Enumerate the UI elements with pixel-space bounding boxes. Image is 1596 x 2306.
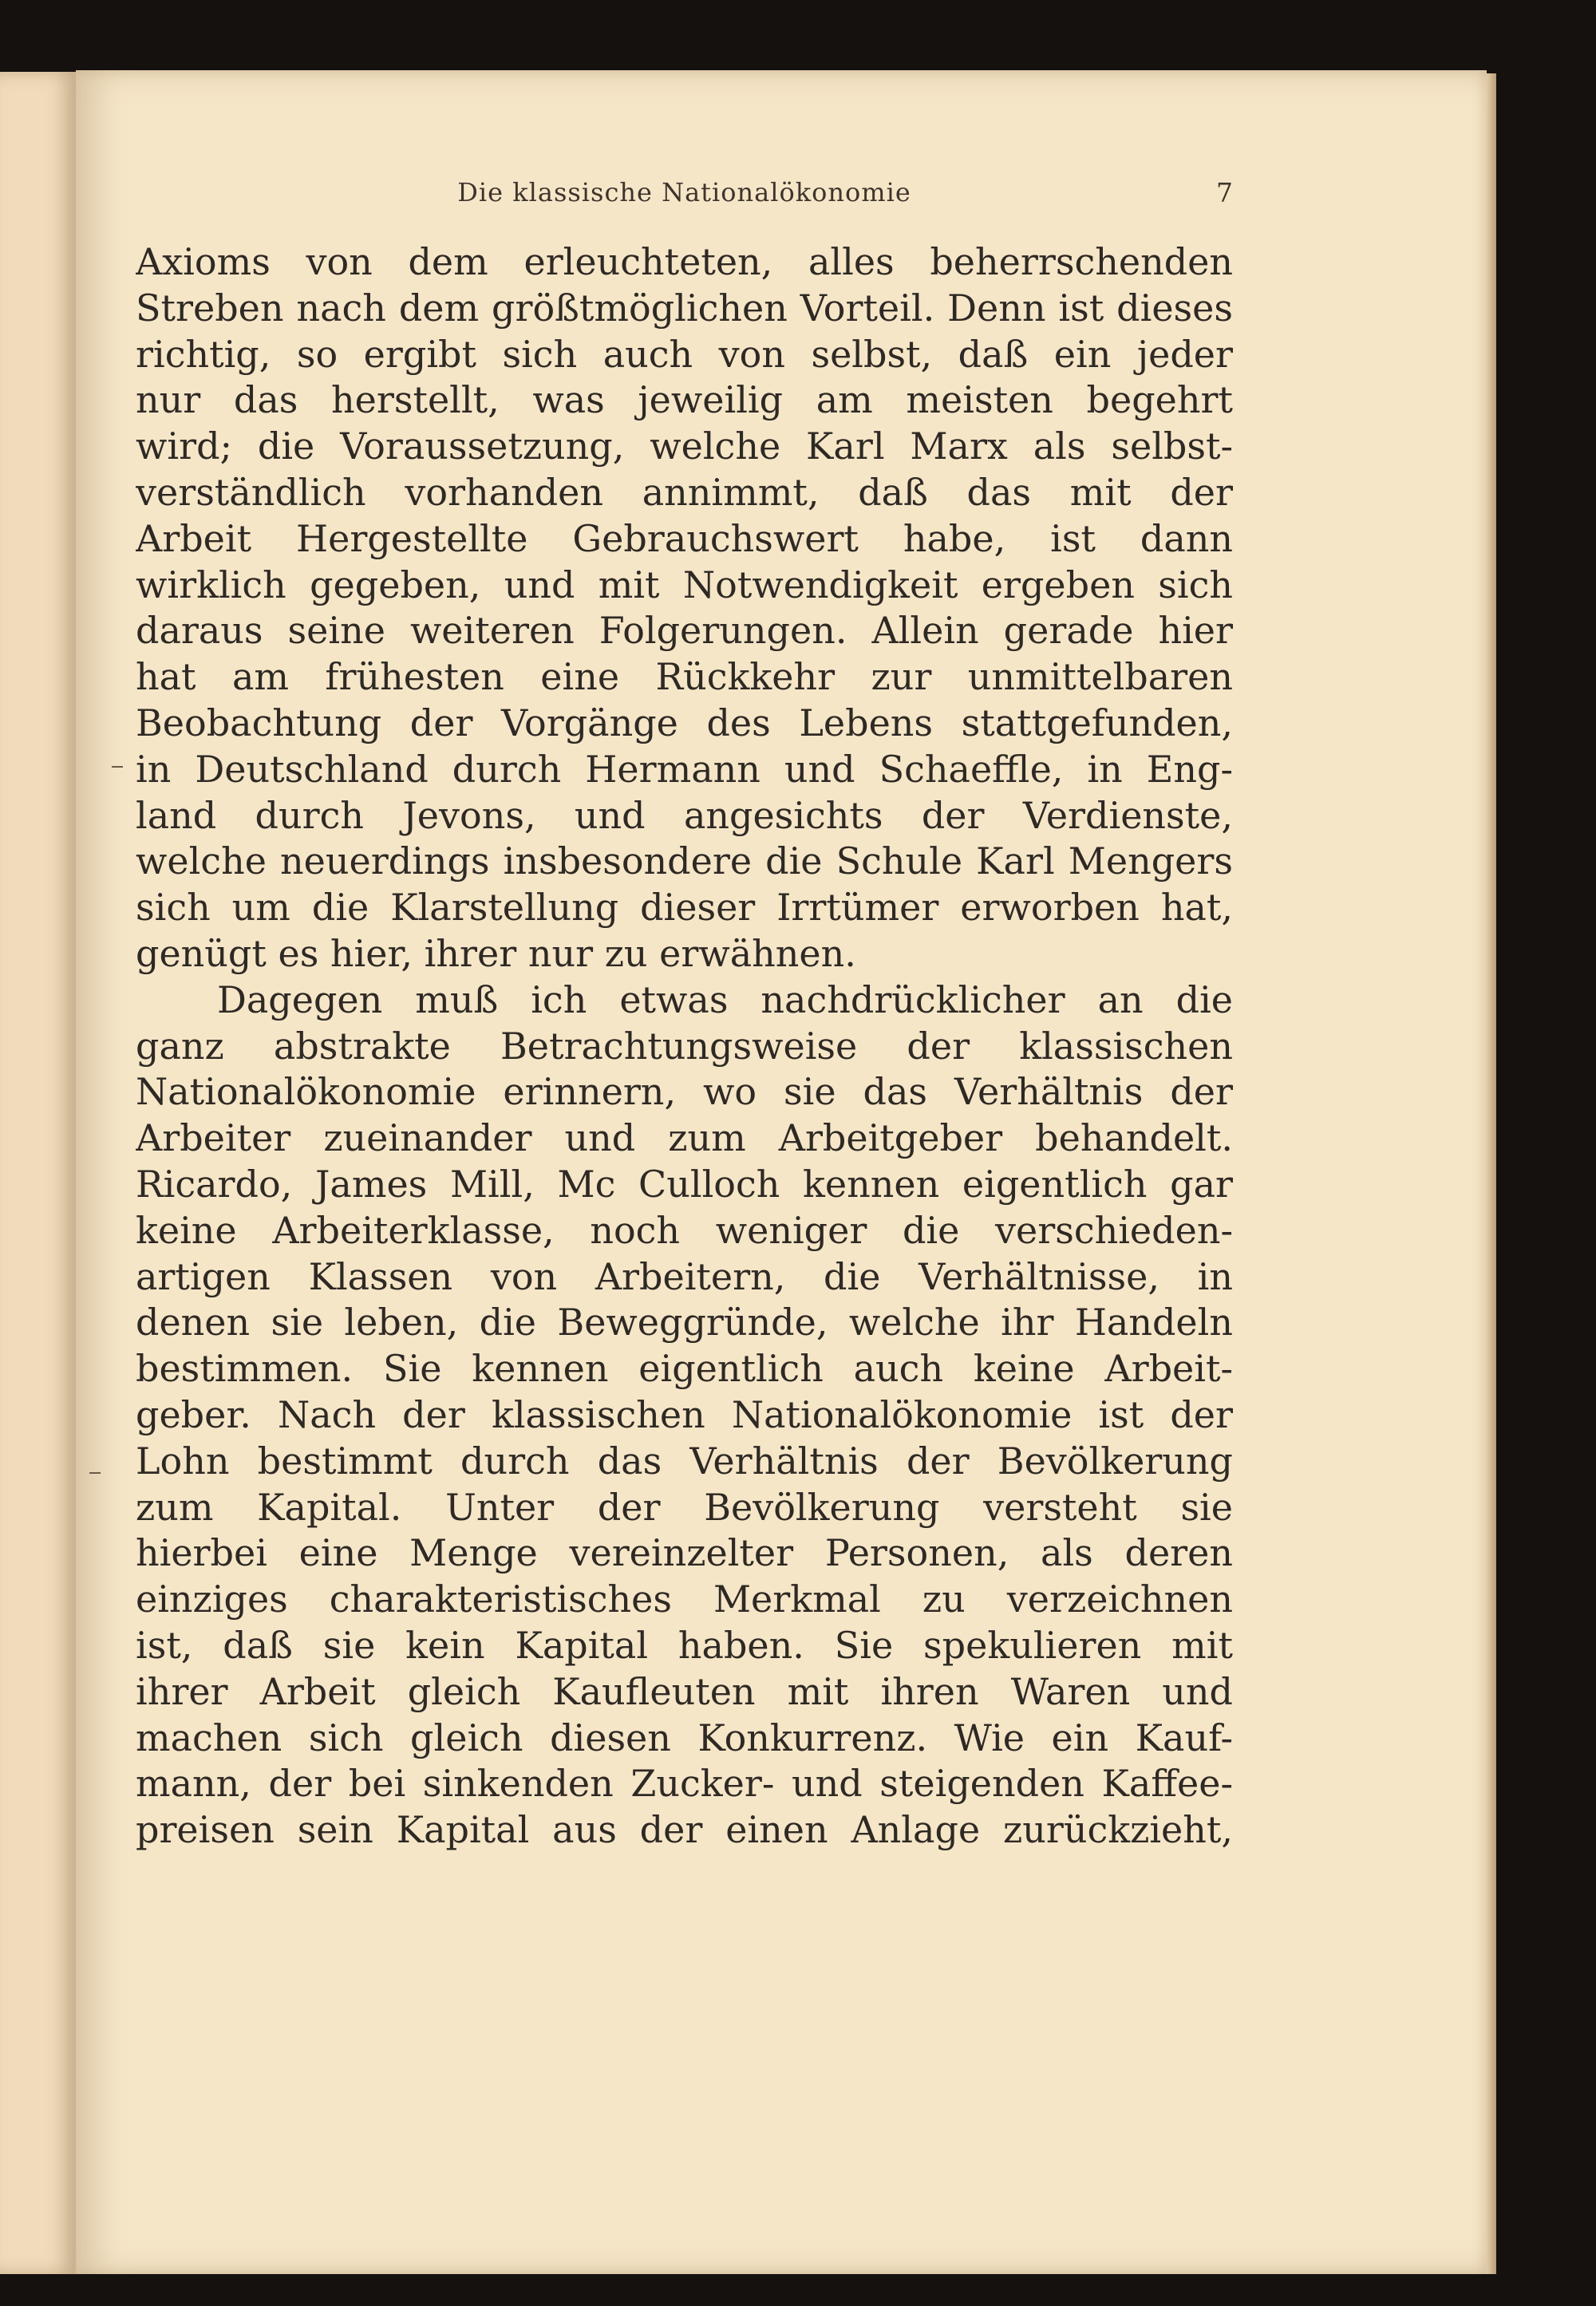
text-line: keine Arbeiterklasse, noch weniger die verschieden- bbox=[136, 1208, 1233, 1252]
text-line: daraus seine weiteren Folgerungen. Allein gerade hier bbox=[136, 609, 1233, 653]
running-title: Die klassische Nationalökonomie bbox=[457, 177, 911, 207]
text-line: Beobachtung der Vorgänge des Lebens stattgefunden, bbox=[136, 701, 1233, 744]
text-line: sich um die Klarstellung dieser Irrtümer erworben hat, bbox=[136, 886, 1233, 930]
margin-mark bbox=[89, 1472, 101, 1474]
text-line: richtig, so ergibt sich auch von selbst, daß ein jeder bbox=[136, 332, 1233, 376]
facing-page-edge bbox=[0, 72, 78, 2274]
text-line: denen sie leben, die Beweggründe, welche ihr Handeln bbox=[136, 1301, 1233, 1345]
text-line: Lohn bestimmt durch das Verhältnis der Bevölkerung bbox=[136, 1439, 1233, 1483]
margin-mark bbox=[112, 766, 123, 768]
text-line: bestimmen. Sie kennen eigentlich auch keine Arbeit- bbox=[136, 1347, 1233, 1391]
text-line: ganz abstrakte Betrachtungsweise der klassischen bbox=[136, 1024, 1233, 1068]
text-line: Nationalökonomie erinnern, wo sie das Verhältnis der bbox=[136, 1070, 1233, 1114]
text-line: wird; die Voraussetzung, welche Karl Marx als selbst- bbox=[136, 424, 1233, 468]
text-line: in Deutschland durch Hermann und Schaeffle, in Eng- bbox=[136, 747, 1233, 791]
text-line: Dagegen muß ich etwas nachdrücklicher an die bbox=[217, 977, 1233, 1021]
text-line: welche neuerdings insbesondere die Schule Karl Mengers bbox=[136, 839, 1233, 883]
text-line: hierbei eine Menge vereinzelter Personen, als deren bbox=[136, 1531, 1233, 1575]
text-line: Arbeiter zueinander und zum Arbeitgeber behandelt. bbox=[136, 1116, 1233, 1160]
text-line: Arbeit Hergestellte Gebrauchswert habe, ist dann bbox=[136, 516, 1233, 560]
text-line: nur das herstellt, was jeweilig am meisten begehrt bbox=[136, 378, 1233, 422]
text-line: Ricardo, James Mill, Mc Culloch kennen eigentlich gar bbox=[136, 1162, 1233, 1206]
text-line: genügt es hier, ihrer nur zu erwähnen. bbox=[136, 931, 856, 975]
text-line: einziges charakteristisches Merkmal zu verzeichnen bbox=[136, 1577, 1233, 1621]
text-line: machen sich gleich diesen Konkurrenz. Wie ein Kauf- bbox=[136, 1716, 1233, 1759]
page-number: 7 bbox=[1216, 177, 1233, 208]
text-line: preisen sein Kapital aus der einen Anlage zurückzieht, bbox=[136, 1808, 1233, 1852]
text-line: geber. Nach der klassischen Nationalökonomie ist der bbox=[136, 1392, 1233, 1436]
running-head bbox=[136, 177, 1233, 225]
text-line: verständlich vorhanden annimmt, daß das mit der bbox=[136, 470, 1233, 514]
text-line: ist, daß sie kein Kapital haben. Sie spekulieren mit bbox=[136, 1623, 1233, 1667]
text-line: wirklich gegeben, und mit Notwendigkeit ergeben sich bbox=[136, 563, 1233, 606]
text-line: artigen Klassen von Arbeitern, die Verhältnisse, in bbox=[136, 1254, 1233, 1298]
text-line: ihrer Arbeit gleich Kaufleuten mit ihren Waren und bbox=[136, 1669, 1233, 1713]
page-fore-edge bbox=[1487, 73, 1496, 2274]
text-line: hat am frühesten eine Rückkehr zur unmittelbaren bbox=[136, 655, 1233, 699]
text-line: land durch Jevons, und angesichts der Verdienste, bbox=[136, 793, 1233, 837]
body-text bbox=[136, 239, 1233, 1854]
text-line: Streben nach dem größtmöglichen Vorteil. Denn ist dieses bbox=[136, 286, 1233, 330]
text-line: zum Kapital. Unter der Bevölkerung versteht sie bbox=[136, 1485, 1233, 1529]
text-line: mann, der bei sinkenden Zucker- und steigenden Kaffee- bbox=[136, 1762, 1233, 1806]
text-line: Axioms von dem erleuchteten, alles beherrschenden bbox=[136, 240, 1233, 283]
